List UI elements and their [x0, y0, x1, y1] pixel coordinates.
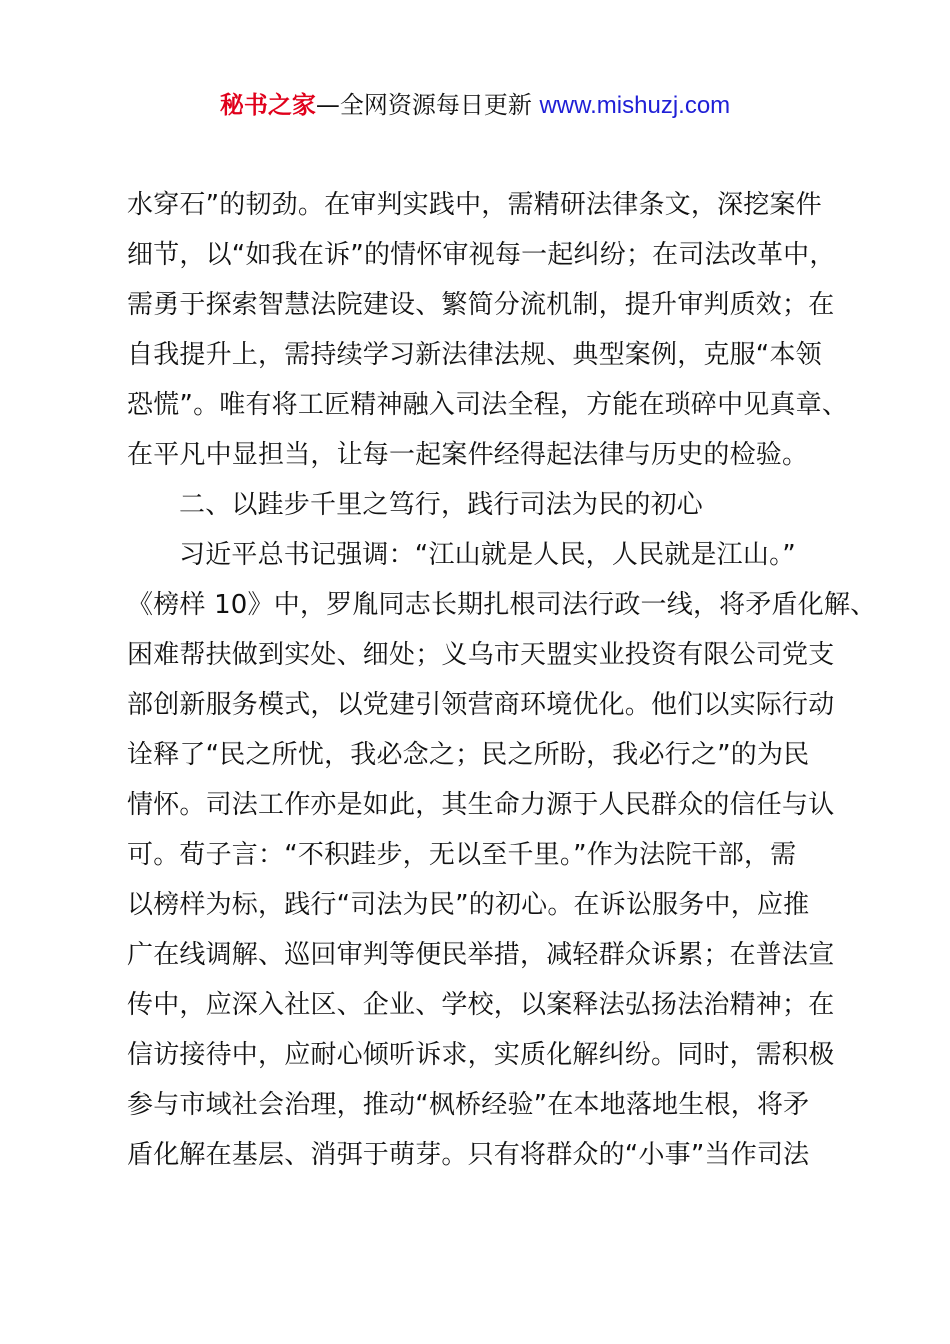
body-line: 困难帮扶做到实处、细处；义乌市天盟实业投资有限公司党支 — [127, 640, 835, 670]
body-line: 习近平总书记强调：“江山就是人民，人民就是江山。” — [179, 540, 796, 570]
body-line: 盾化解在基层、消弭于萌芽。只有将群众的“小事”当作司法 — [127, 1140, 810, 1170]
body-line: 《榜样 10》中，罗胤同志长期扎根司法行政一线，将矛盾化解、 — [127, 590, 877, 620]
document-body — [127, 180, 877, 1180]
body-line: 水穿石”的韧劲。在审判实践中，需精研法律条文，深挖案件 — [127, 190, 822, 220]
section-heading: 二、以跬步千里之笃行，践行司法为民的初心 — [179, 490, 704, 520]
site-url-link[interactable]: www.mishuzj.com — [539, 92, 731, 119]
body-line: 参与市域社会治理，推动“枫桥经验”在本地落地生根，将矛 — [127, 1090, 810, 1120]
body-line: 广在线调解、巡回审判等便民举措，减轻群众诉累；在普法宣 — [127, 940, 835, 970]
body-line: 需勇于探索智慧法院建设、繁简分流机制，提升审判质效；在 — [127, 290, 835, 320]
brand-name: 秘书之家 — [219, 91, 316, 119]
body-line: 情怀。司法工作亦是如此，其生命力源于人民群众的信任与认 — [127, 790, 835, 820]
body-line: 部创新服务模式，以党建引领营商环境优化。他们以实际行动 — [127, 690, 835, 720]
body-line: 自我提升上，需持续学习新法律法规、典型案例，克服“本领 — [127, 340, 822, 370]
body-line: 诠释了“民之所忧，我必念之；民之所盼，我必行之”的为民 — [127, 740, 810, 770]
body-line: 传中，应深入社区、企业、学校，以案释法弘扬法治精神；在 — [127, 990, 835, 1020]
body-line: 细节，以“如我在诉”的情怀审视每一起纠纷；在司法改革中， — [127, 240, 836, 270]
body-line: 信访接待中，应耐心倾听诉求，实质化解纠纷。同时，需积极 — [127, 1040, 835, 1070]
body-line: 以榜样为标，践行“司法为民”的初心。在诉讼服务中，应推 — [127, 890, 810, 920]
body-line: 恐慌”。唯有将工匠精神融入司法全程，方能在琐碎中见真章、 — [127, 390, 849, 420]
header-slogan: —全网资源每日更新 — [315, 91, 540, 119]
body-line: 可。荀子言：“不积跬步，无以至千里。”作为法院干部，需 — [127, 840, 797, 870]
body-line: 在平凡中显担当，让每一起案件经得起法律与历史的检验。 — [127, 440, 809, 470]
page-header — [0, 88, 950, 123]
